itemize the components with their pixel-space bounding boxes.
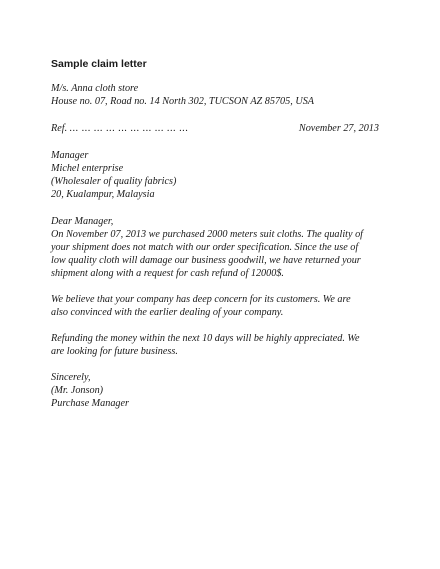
paragraph-line: your shipment does not match with our order specification. Since the use of	[51, 242, 359, 253]
recipient-location: 20, Kualampur, Malaysia	[51, 189, 155, 200]
paragraph-line: shipment along with a request for cash refund of 12000$.	[51, 268, 284, 279]
sender-street: House no. 07, Road no. 14 North 302, TUCSON AZ 85705, USA	[51, 96, 315, 107]
closing-signature	[51, 371, 391, 410]
salutation: Dear Manager,	[51, 216, 114, 227]
sender-name: M/s. Anna cloth store	[51, 83, 139, 94]
paragraph-line: are looking for future business.	[51, 346, 178, 357]
signer-title: Purchase Manager	[51, 398, 129, 409]
signer-name: (Mr. Jonson)	[51, 385, 104, 396]
reference-field	[51, 122, 189, 135]
paragraph-complaint	[51, 215, 391, 280]
paragraph-line: also convinced with the earlier dealing of your company.	[51, 307, 284, 318]
letter-date: November 27, 2013	[298, 123, 379, 134]
paragraph-request	[51, 332, 391, 358]
paragraph-line: On November 07, 2013 we purchased 2000 meters suit cloths. The quality of	[51, 229, 364, 240]
sender-address	[51, 82, 391, 108]
reference-label: Ref.	[51, 123, 68, 134]
paragraph-belief	[51, 293, 391, 319]
paragraph-line: low quality cloth will damage our business goodwill, we have returned your	[51, 255, 361, 266]
closing-salutation: Sincerely,	[51, 372, 91, 383]
recipient-address	[51, 149, 391, 201]
reference-placeholder: ... ... ... ... ... ... ... ... ... ...	[69, 123, 189, 134]
recipient-title: Manager	[51, 150, 89, 161]
paragraph-line: Refunding the money within the next 10 days will be highly appreciated. We	[51, 333, 360, 344]
letter-page	[51, 57, 391, 410]
recipient-company: Michel enterprise	[51, 163, 124, 174]
recipient-description: (Wholesaler of quality fabrics)	[51, 176, 177, 187]
document-title: Sample claim letter	[51, 58, 147, 70]
paragraph-line: We believe that your company has deep concern for its customers. We are	[51, 294, 351, 305]
reference-row	[51, 122, 379, 135]
